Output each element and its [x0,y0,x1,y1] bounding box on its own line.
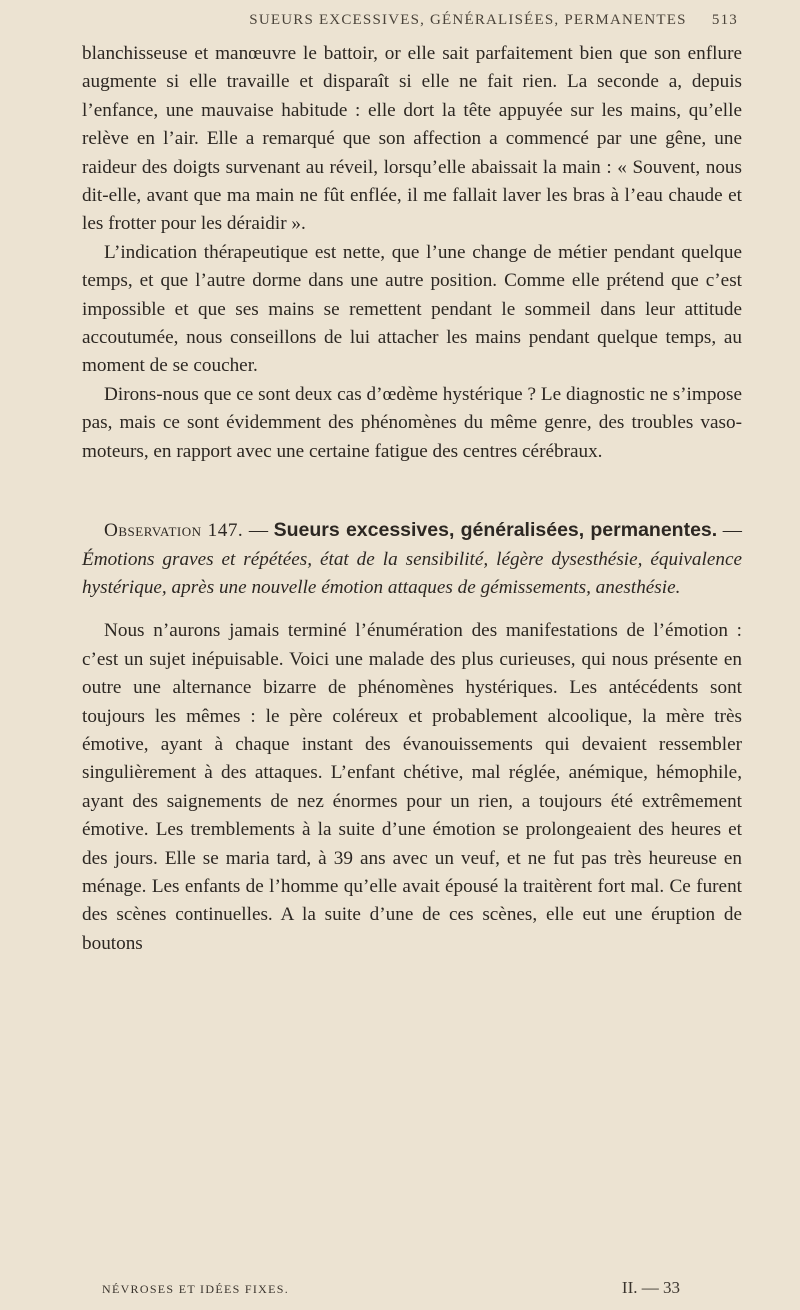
observation-label: Observation 147. [104,520,244,542]
observation-heading [82,516,742,602]
paragraph-diagnosis: Dirons-nous que ce sont deux cas d’œdème hystérique ? Le diagnostic ne s’impose pas, mais ce sont évidemment des phénomènes du même genre, des troubles vaso-moteurs, en rapport avec une certaine fatigue des centres cérébraux. [82,383,742,462]
footer-book-title: NÉVROSES ET IDÉES FIXES. [102,1282,289,1296]
paragraph-continued: blanchisseuse et manœuvre le battoir, or elle sait parfaitement bien que son enflure augmente si elle travaille et disparaît si elle ne fait rien. La seconde a, depuis l’enfance, une mauvaise habitude : elle dort la tête appuyée sur les mains, qu’elle relève en l’air. Elle a remarqué que son affection a commencé par une gêne, une raideur des doigts survenant au réveil, lorsqu’elle abaissait la main : « Souvent, nous dit-elle, avant que ma main ne fût enflée, il me fallait laver les bras à l’eau chaude et les frotter pour les déraidir ». [82,43,742,235]
footer-signature: II. — 33 [621,1278,680,1297]
page-number: 513 [711,12,738,28]
observation-dash: — [243,520,274,542]
observation-subtitle: Émotions graves et répétées, état de la sensibilité, légère dysesthésie, équivalence hystérique, après une nouvelle émotion attaques de gémissements, anesthésie. [82,548,742,598]
running-title: SUEURS EXCESSIVES, GÉNÉRALISÉES, PERMANENTES [249,12,687,28]
observation-title: Sueurs excessives, généralisées, permanentes. [273,519,718,542]
paragraph-case-description: Nous n’aurons jamais terminé l’énumération des manifestations de l’émotion : c’est un sujet inépuisable. Voici une malade des plus curieuses, qui nous présente en outre une alternance bizarre de phénomènes hystériques. Les antécédents sont toujours les mêmes : le père coléreux et probablement alcoolique, la mère très émotive, ayant à chaque instant des évanouissements qui devaient ressembler singulièrement à des attaques. L’enfant chétive, mal réglée, anémique, hémophile, ayant des saignements de nez énormes pour un rien, a toujours été extrêmement émotive. Les tremblements à la suite d’une émotion se prolongeaient des heures et des jours. Elle se maria tard, à 39 ans avec un veuf, et ne fut pas très heureuse en ménage. Les enfants de l’homme qu’elle avait épousé la traitèrent fort mal. Ce furent des scènes continuelles. A la suite d’une de ces scènes, elle eut une éruption de boutons [82,620,742,954]
observation-dash-2: — [717,520,742,542]
running-head [248,12,748,29]
body-text [82,40,742,958]
paragraph-therapeutic-indication: L’indication thérapeutique est nette, que l’une change de métier pendant quelque temps, et que l’autre dorme dans une autre position. Comme elle prétend que c’est impossible et que ses mains se remettent pendant le sommeil dans leur attitude accoutumée, nous conseillons de lui attacher les mains pendant quelque temps, au moment de se coucher. [82,241,742,377]
